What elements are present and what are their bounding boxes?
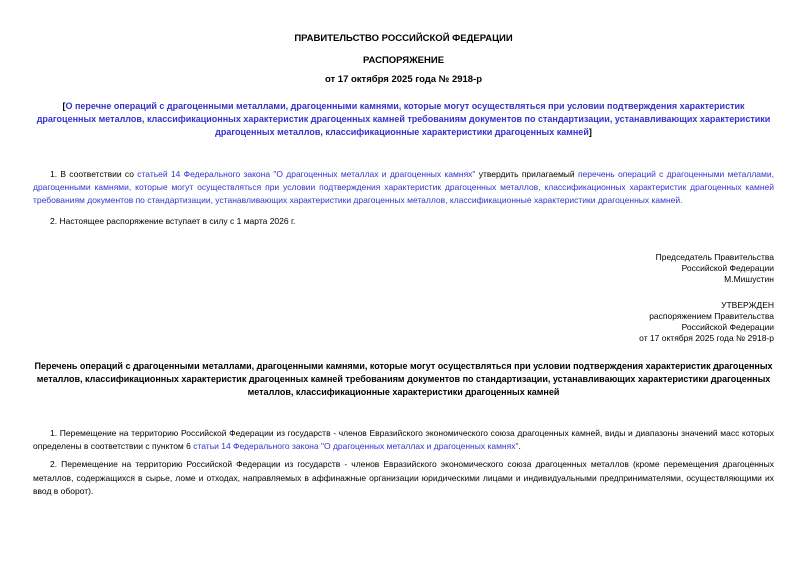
title-open-bracket: [ [62, 100, 66, 111]
annex-heading: Перечень операций с драгоценными металлами, драгоценными камнями, которые могут осуществляться при условии подтверждения характеристик драгоценных металлов, классификационных характеристик драгоценных камней требованиям документов по стандартизации, устанавливающих характеристики драгоценных металлов, классификационные характеристики драгоценных камней [34, 360, 773, 398]
signature-post-line1: Председатель Правительства [655, 251, 774, 262]
annex-law-article-14-link[interactable]: статьи 14 Федерального закона "О драгоценных металлах и драгоценных камнях" [193, 441, 519, 452]
document-type: РАСПОРЯЖЕНИЕ [362, 54, 445, 66]
approval-date-number: от 17 октября 2025 года № 2918-р [639, 332, 774, 343]
paragraph-1-text-middle: утвердить прилагаемый [475, 168, 578, 179]
signature-block [33, 252, 774, 285]
document-date-number: от 17 октября 2025 года № 2918-р [324, 73, 483, 85]
title-close-bracket: ] [588, 126, 592, 137]
law-article-14-link[interactable]: статьей 14 Федерального закона "О драгоценных металлах и драгоценных камнях" [137, 168, 476, 179]
document-title [33, 100, 774, 139]
approval-block [33, 300, 774, 344]
paragraph-1 [33, 168, 774, 208]
paragraph-1-text-start: 1. В соответствии со [50, 168, 138, 179]
paragraph-2: 2. Настоящее распоряжение вступает в силу с 1 марта 2026 г. [50, 216, 296, 227]
approval-by-line1: распоряжением Правительства [649, 310, 774, 321]
annex-item-2: 2. Перемещение на территорию Российской Федерации из государств - членов Евразийского экономического союза драгоценных металлов (кроме перемещения драгоценных металлов, содержащихся в сырье, ломе и отходах, направляемых в аффинажные организации юридическими лицами и индивидуальными предпринимателями, осуществляющими их ввод в оборот). [33, 459, 774, 496]
approval-word: УТВЕРЖДЕН [721, 299, 774, 310]
document-org-title: ПРАВИТЕЛЬСТВО РОССИЙСКОЙ ФЕДЕРАЦИИ [294, 33, 513, 44]
approval-by-line2: Российской Федерации [681, 321, 774, 332]
annex-item-1 [33, 427, 774, 453]
signature-post-line2: Российской Федерации [681, 262, 774, 273]
title-text: О перечне операций с драгоценными металлами, драгоценными камнями, которые могут осуществляться при условии подтверждения характеристик драгоценных металлов, классификационных характеристик драгоценных камней требованиям документов по стандартизации, устанавливающих характеристики драгоценных металлов, классификационные характеристики драгоценных камней [36, 100, 771, 137]
signature-name: М.Мишустин [724, 273, 774, 284]
annex-item-1-text-end: . [518, 441, 521, 452]
annex-list-link[interactable]: перечень операций с драгоценными металлами, драгоценными камнями, которые могут осуществляться при условии подтверждения характеристик драгоценных металлов, классификационных характеристик драгоценных камней требованиям документов по стандартизации, устанавливающих характеристики драгоценных металлов, классификационные характеристики драгоценных камней. [33, 168, 774, 206]
annex-item-1-text-start: 1. Перемещение на территорию Российской Федерации из государств - членов Евразийского экономического союза драгоценных камней, виды и диапазоны значений масс которых определены в соответствии с пунктом 6 [33, 428, 774, 452]
